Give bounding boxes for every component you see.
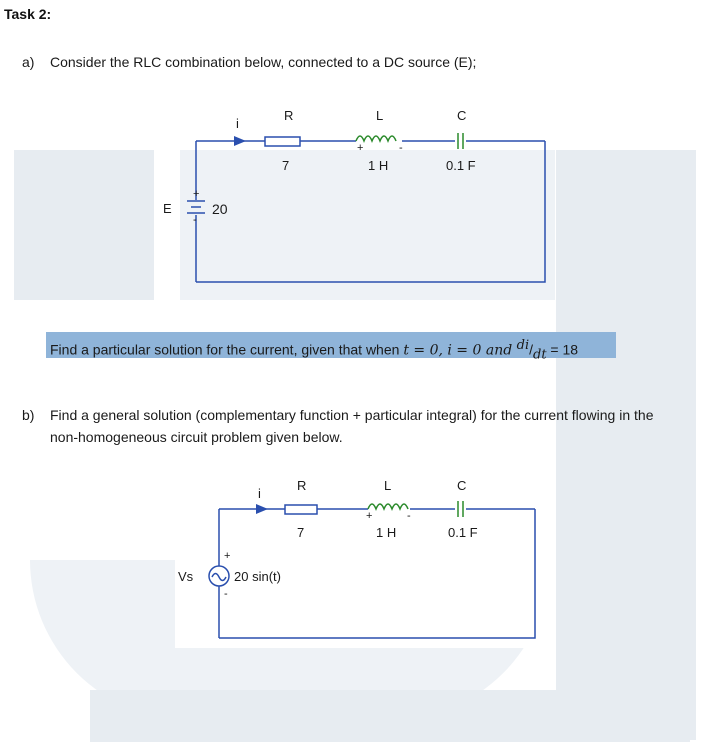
circuit-b-capacitor-label: C — [457, 478, 467, 493]
circuit-b-resistor-value: 7 — [297, 525, 305, 540]
deriv-denominator: dt — [533, 347, 547, 363]
circuit-b-capacitor — [458, 501, 463, 517]
circuit-b-capacitor-value: 0.1 F — [448, 525, 478, 540]
circuit-b-resistor — [285, 505, 317, 514]
deriv-slash: / — [529, 341, 533, 358]
circuit-b-inductor — [368, 504, 408, 509]
deriv-numerator: di — [516, 338, 530, 353]
circuit-b-inductor-label: L — [384, 478, 392, 493]
circuit-b-source-label: Vs — [178, 569, 194, 584]
question-a-find-text: Find a particular solution for the current, given that when — [50, 341, 404, 358]
circuit-a-source-label: E — [163, 201, 172, 216]
circuit-a-capacitor-value: 0.1 F — [446, 158, 476, 173]
circuit-a-current-label: i — [236, 116, 239, 131]
circuit-a-resistor-label: R — [284, 108, 294, 123]
circuit-b-source-minus: - — [224, 588, 228, 600]
deriv-equals: = 18 — [546, 341, 579, 358]
circuit-a-inductor-minus: - — [399, 142, 403, 154]
circuit-a-source-minus: - — [193, 214, 197, 226]
question-a-label: a) — [22, 54, 35, 70]
circuit-a-resistor-value: 7 — [282, 158, 290, 173]
question-b-line2: non-homogeneous circuit problem given below. — [50, 429, 343, 445]
circuit-a-inductor-value: 1 H — [368, 158, 389, 173]
circuit-b-current-label: i — [258, 486, 261, 501]
circuit-a-source-value: 20 — [212, 201, 228, 217]
circuit-b-inductor-plus: + — [366, 510, 373, 522]
question-a-text: Consider the RLC combination below, connected to a DC source (E); — [50, 54, 477, 70]
circuit-b-source-plus: + — [224, 550, 231, 562]
question-a-condition: t = 0, i = 0 and — [403, 342, 517, 359]
circuit-b-source-value: 20 sin(t) — [234, 569, 281, 584]
task-title: Task 2: — [4, 6, 52, 22]
circuit-a-source-plus: + — [193, 188, 200, 200]
circuit-b-resistor-label: R — [297, 478, 307, 493]
circuit-a-inductor-plus: + — [357, 142, 364, 154]
question-b-label: b) — [22, 407, 35, 423]
question-b-line1: Find a general solution (complementary function + particular integral) for the current flowing in the — [50, 407, 654, 423]
circuit-a-capacitor-label: C — [457, 108, 467, 123]
circuit-a-inductor-label: L — [376, 108, 384, 123]
circuit-b-inductor-minus: - — [407, 510, 411, 522]
circuit-b-current-arrow — [256, 504, 268, 514]
circuit-b-inductor-value: 1 H — [376, 525, 397, 540]
